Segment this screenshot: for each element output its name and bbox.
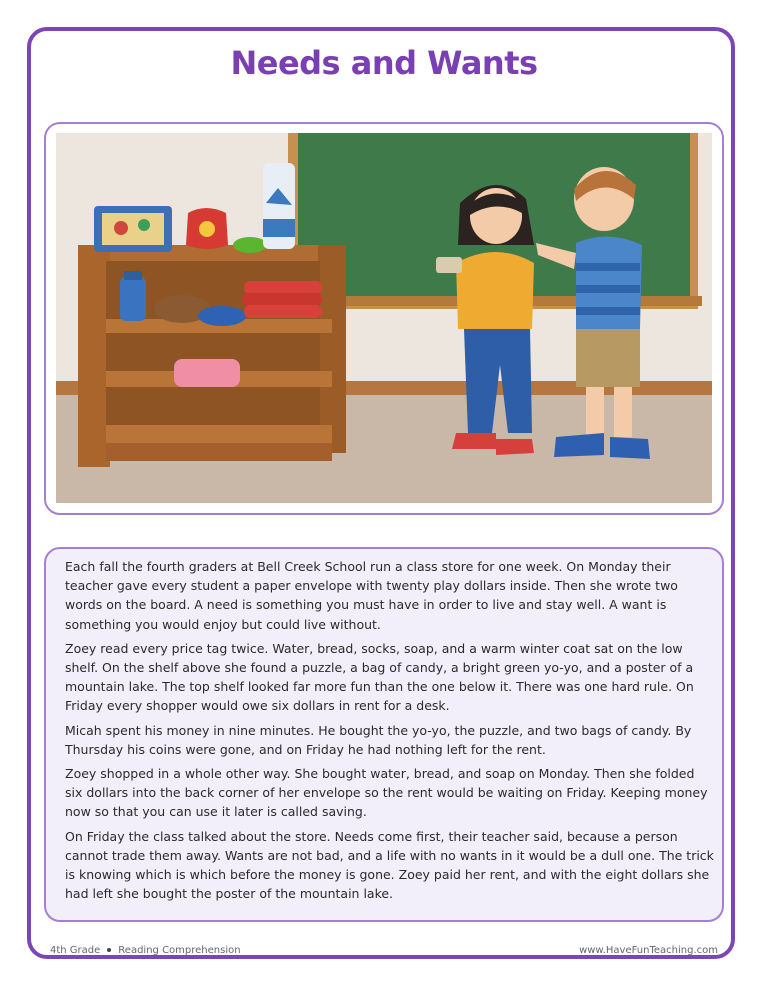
bullet-separator (107, 948, 111, 952)
page-title: Needs and Wants (230, 44, 538, 82)
passage-paragraph: Zoey read every price tag twice. Water, bread, socks, soap, and a warm winter coat sat on the low shelf. On the shelf above she found a puzzle, a bag of candy, a bright green yo-yo, and a poster of a mountain lake. The top shelf looked far more fun than the one below it. There was one hard rule. On Friday every shopper would owe six dollars in rent for a desk. (65, 640, 694, 714)
reading-passage (65, 557, 715, 908)
footer-grade: 4th Grade (50, 945, 101, 956)
classroom-store-illustration (56, 133, 712, 503)
footer-website: www.HaveFunTeaching.com (579, 945, 718, 956)
passage-paragraph: Micah spent his money in nine minutes. He bought the yo-yo, the puzzle, and two bags of candy. By Thursday his coins were gone, and on Friday he had nothing left for the rent. (65, 722, 692, 757)
passage-paragraph: On Friday the class talked about the store. Needs come first, their teacher said, because a person cannot trade them away. Wants are not bad, and a life with no wants in it would be a dull one. The trick is knowing which is which before the money is gone. Zoey paid her rent, and with the eight dollars she had left she bought the poster of the mountain lake. (65, 828, 714, 902)
shelf-unit (78, 245, 346, 467)
passage-paragraph: Each fall the fourth graders at Bell Creek School run a class store for one week. On Monday their teacher gave every student a paper envelope with twenty play dollars inside. Then she wrote two words on the board. A need is something you must have in order to live and stay well. A want is something you would enjoy but could live without. (65, 559, 678, 632)
footer-subject: Reading Comprehension (118, 945, 241, 956)
passage-paragraph: Zoey shopped in a whole other way. She bought water, bread, and soap on Monday. Then she folded six dollars into the back corner of her envelope so the rent would be waiting on Friday. Keeping money now so that you can use it later is called saving. (65, 766, 708, 820)
footer-grade-subject (50, 945, 241, 956)
